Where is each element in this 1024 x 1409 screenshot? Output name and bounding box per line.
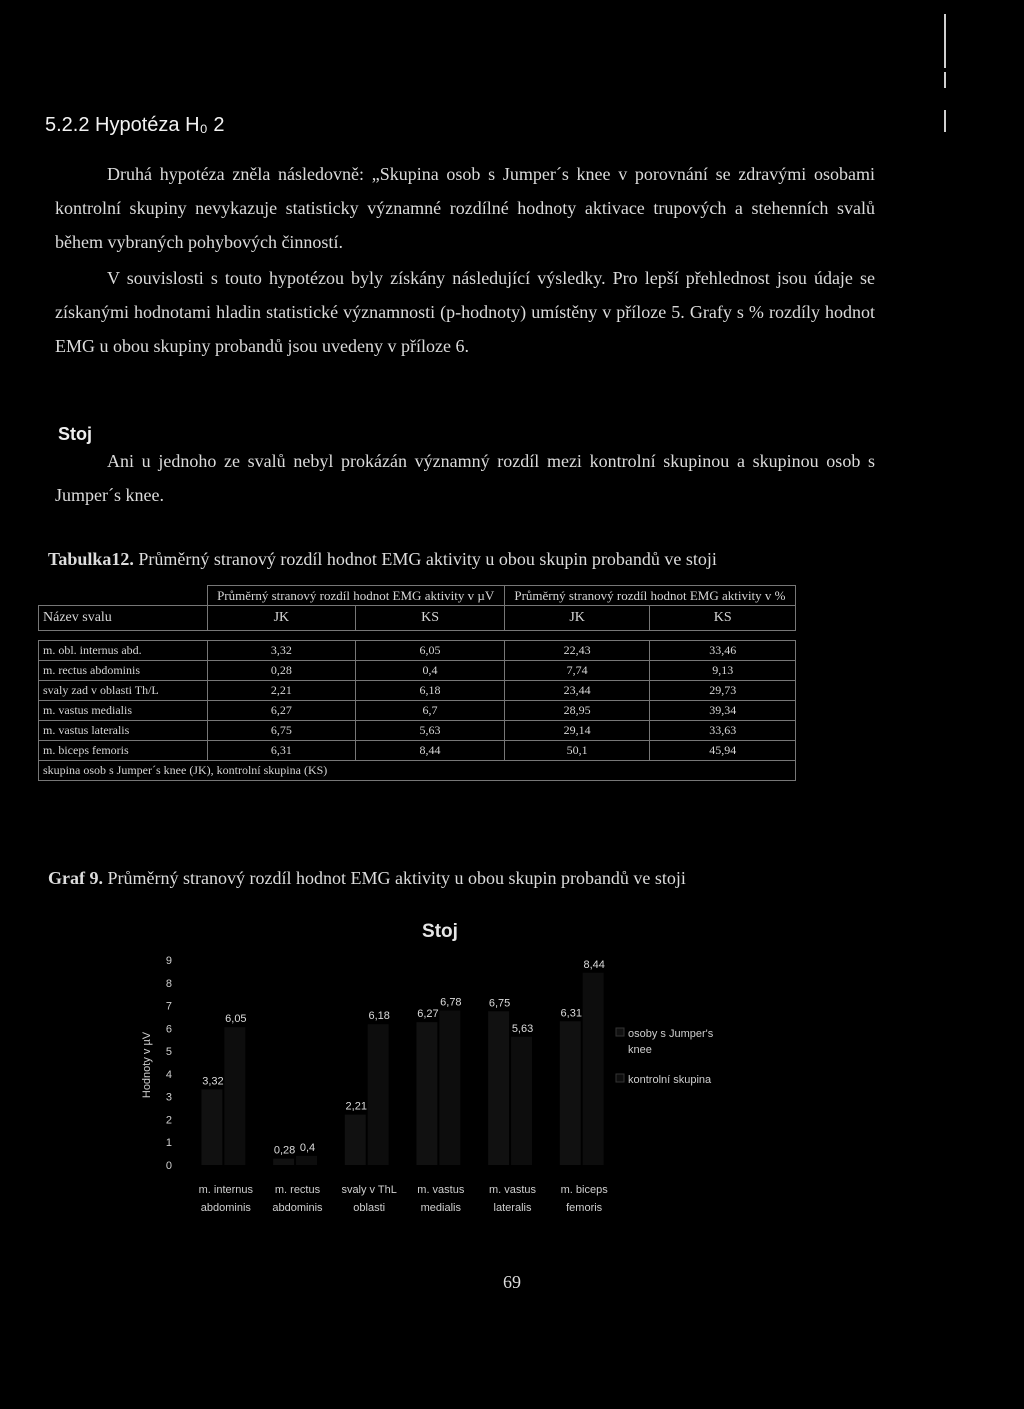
bars — [201, 973, 603, 1165]
graph-caption-label: Graf 9. — [48, 868, 103, 888]
y-tick-label: 2 — [165, 1114, 172, 1127]
y-tick-label: 6 — [165, 1023, 172, 1036]
bar-value-label: 6,18 — [368, 1010, 390, 1023]
bar-value-label: 6,27 — [417, 1008, 439, 1021]
cell-ks-uv: 6,7 — [356, 701, 505, 721]
edge-mark — [944, 72, 946, 88]
cell-ks-pct: 33,63 — [650, 721, 796, 741]
muscle-name: m. obl. internus abd. — [39, 641, 208, 661]
y-ticks — [166, 955, 172, 1172]
result-paragraph: Ani u jednoho ze svalů nebyl prokázán významný rozdíl mezi kontrolní skupinou a skupinou osob s Jumper´s knee. — [55, 451, 875, 505]
cell-ks-pct: 39,34 — [650, 701, 796, 721]
table-row — [39, 741, 796, 761]
results-intro-paragraph: V souvislosti s touto hypotézou byly získány následující výsledky. Pro lepší přehlednost jsou údaje se získanými hodnotami hladin statistické významnosti (p-hodnoty) umístěny v příloze 5. Grafy s % rozdíly hodnot EMG u obou skupiny probandů jsou uvedeny v příloze 6. — [55, 268, 875, 356]
table-col-jk-uv: JK — [207, 606, 356, 631]
muscle-name: m. vastus medialis — [39, 701, 208, 721]
cell-ks-pct: 33,46 — [650, 641, 796, 661]
graph-caption-text: Průměrný stranový rozdíl hodnot EMG aktivity u obou skupin probandů ve stoji — [107, 868, 686, 888]
bar-value-label: 6,31 — [560, 1007, 582, 1020]
table-spacer-row — [39, 631, 796, 641]
bar-value-label: 6,05 — [225, 1013, 247, 1026]
muscle-name: m. biceps femoris — [39, 741, 208, 761]
y-tick-label: 8 — [165, 977, 172, 990]
emg-table — [38, 585, 796, 781]
hypothesis-paragraph: Druhá hypotéza zněla následovně: „Skupina osob s Jumper´s knee v porovnání se zdravými osobami kontrolní skupiny nevykazuje statisticky významné rozdílné hodnoty aktivace trupových a stehenních svalů během vybraných pohybových činností. — [55, 164, 875, 252]
chart-title: Stoj — [422, 921, 458, 942]
x-tick-label: m. vastus lateralis — [488, 1184, 537, 1214]
legend-swatch — [616, 1028, 624, 1036]
cell-jk-pct: 29,14 — [504, 721, 650, 741]
bar-value-label: 3,32 — [202, 1075, 224, 1088]
legend — [616, 1028, 714, 1086]
table-footnote-row — [39, 761, 796, 781]
cell-jk-pct: 22,43 — [504, 641, 650, 661]
cell-ks-pct: 45,94 — [650, 741, 796, 761]
bar — [511, 1037, 532, 1165]
cell-ks-uv: 6,05 — [356, 641, 505, 661]
y-tick-label: 3 — [165, 1091, 172, 1104]
x-tick-label: m. vastus medialis — [417, 1184, 465, 1214]
x-tick-label: m. biceps femoris — [560, 1184, 608, 1214]
bar — [224, 1027, 245, 1165]
bar-value-label: 2,21 — [345, 1100, 367, 1113]
bar-value-label: 6,78 — [440, 996, 462, 1009]
table-spacer — [39, 631, 796, 641]
subsection-heading: Stoj — [58, 424, 92, 444]
bar — [273, 1159, 294, 1165]
table-group-header-uv: Průměrný stranový rozdíl hodnot EMG aktivity v µV — [207, 586, 504, 606]
x-tick-labels — [199, 1184, 609, 1214]
table-caption — [48, 549, 868, 570]
bar — [488, 1011, 509, 1165]
y-axis-label: Hodnoty v µV — [141, 1031, 153, 1099]
muscle-name: m. rectus abdominis — [39, 661, 208, 681]
x-tick-label: m. internus abdominis — [198, 1184, 254, 1214]
table-group-header-row — [39, 586, 796, 606]
bar-value-label: 5,63 — [511, 1022, 534, 1035]
page-number: 69 — [503, 1272, 521, 1292]
bar — [416, 1022, 437, 1165]
bar — [201, 1089, 222, 1165]
cell-jk-uv: 6,31 — [207, 741, 356, 761]
table-caption-label: Tabulka12. — [48, 549, 134, 569]
emg-bar-chart — [120, 905, 800, 1225]
legend-label: osoby s Jumper's knee — [628, 1028, 714, 1056]
y-tick-label: 4 — [165, 1068, 172, 1081]
cell-jk-pct: 50,1 — [504, 741, 650, 761]
table-caption-text: Průměrný stranový rozdíl hodnot EMG aktivity u obou skupin probandů ve stoji — [138, 549, 717, 569]
cell-ks-uv: 0,4 — [356, 661, 505, 681]
table-col-name: Název svalu — [39, 606, 208, 631]
legend-label: kontrolní skupina — [628, 1074, 712, 1086]
bar — [345, 1115, 366, 1165]
cell-ks-uv: 6,18 — [356, 681, 505, 701]
muscle-name: m. vastus lateralis — [39, 721, 208, 741]
table-row — [39, 641, 796, 661]
cell-jk-pct: 7,74 — [504, 661, 650, 681]
bar — [583, 973, 604, 1165]
table-col-ks-pct: KS — [650, 606, 796, 631]
cell-jk-uv: 0,28 — [207, 661, 356, 681]
table-row — [39, 721, 796, 741]
bar — [439, 1011, 460, 1165]
bar-value-label: 0,4 — [299, 1141, 316, 1154]
bar-value-label: 0,28 — [273, 1144, 296, 1157]
cell-jk-uv: 6,75 — [207, 721, 356, 741]
table-row — [39, 661, 796, 681]
y-tick-label: 7 — [165, 1000, 172, 1013]
cell-jk-uv: 2,21 — [207, 681, 356, 701]
table-col-jk-pct: JK — [504, 606, 650, 631]
cell-ks-pct: 29,73 — [650, 681, 796, 701]
muscle-name: svaly zad v oblasti Th/L — [39, 681, 208, 701]
y-tick-label: 1 — [165, 1137, 172, 1150]
table-col-ks-uv: KS — [356, 606, 505, 631]
cell-jk-uv: 3,32 — [207, 641, 356, 661]
section-heading: 5.2.2 Hypotéza H₀ 2 — [45, 114, 225, 136]
bar-value-label: 8,44 — [583, 958, 605, 971]
table-empty-corner — [39, 586, 208, 606]
y-tick-label: 5 — [165, 1046, 172, 1059]
bar — [560, 1021, 581, 1165]
y-tick-label: 9 — [165, 955, 172, 967]
cell-ks-pct: 9,13 — [650, 661, 796, 681]
table-column-header-row — [39, 606, 796, 631]
table-row — [39, 701, 796, 721]
table-group-header-pct: Průměrný stranový rozdíl hodnot EMG aktivity v % — [504, 586, 795, 606]
table-footnote: skupina osob s Jumper´s knee (JK), kontrolní skupina (KS) — [39, 761, 796, 781]
cell-jk-uv: 6,27 — [207, 701, 356, 721]
cell-ks-uv: 8,44 — [356, 741, 505, 761]
table-row — [39, 681, 796, 701]
legend-swatch — [616, 1074, 624, 1082]
bar — [296, 1156, 317, 1165]
bar-value-label: 6,75 — [488, 997, 511, 1010]
x-tick-label: svaly v ThL oblasti — [341, 1184, 397, 1214]
edge-mark — [944, 14, 946, 68]
cell-jk-pct: 28,95 — [504, 701, 650, 721]
edge-mark — [944, 110, 946, 132]
x-tick-label: m. rectus abdominis — [272, 1184, 323, 1214]
bar — [368, 1024, 389, 1165]
cell-jk-pct: 23,44 — [504, 681, 650, 701]
cell-ks-uv: 5,63 — [356, 721, 505, 741]
graph-caption — [48, 868, 868, 889]
y-tick-label: 0 — [165, 1160, 172, 1172]
bar-labels — [202, 959, 605, 1157]
